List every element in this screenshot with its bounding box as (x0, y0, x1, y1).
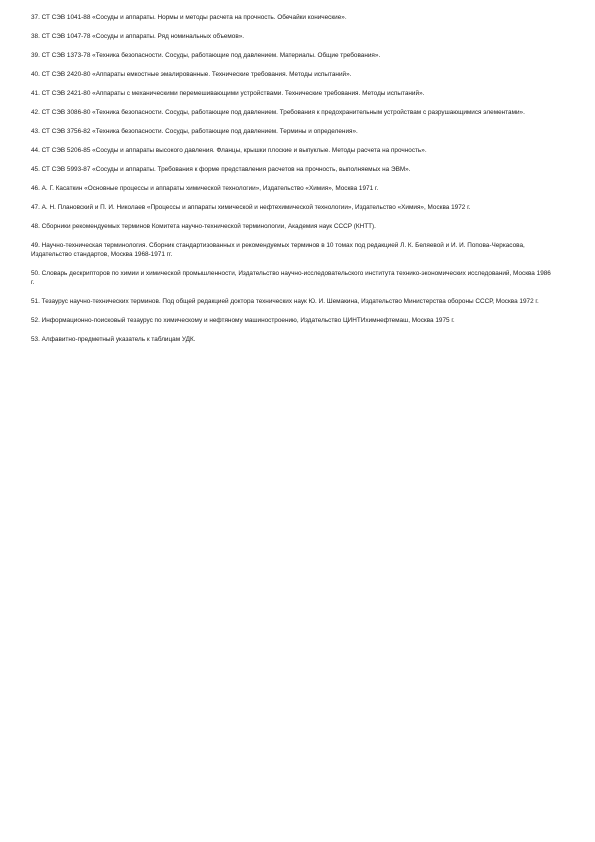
reference-item: 40. СТ СЭВ 2420-80 «Аппараты емкостные эмалированные. Технические требования. Методы испытаний». (31, 71, 352, 78)
reference-list (31, 13, 551, 354)
reference-item: 43. СТ СЭВ 3756-82 «Техника безопасности. Сосуды, работающие под давлением. Термины и определения». (31, 128, 358, 135)
reference-item: 46. А. Г. Касаткин «Основные процессы и аппараты химической технологии», Издательство «Химия», Москва 1971 г. (31, 185, 379, 192)
reference-item: 47. А. Н. Плановский и П. И. Николаев «Процессы и аппараты химической и нефтехимической технологии», Издательство «Химия», Москва 1972 г. (31, 204, 471, 211)
reference-item: 41. СТ СЭВ 2421-80 «Аппараты с механическими перемешивающими устройствами. Технические требования. Методы испытаний». (31, 90, 425, 97)
reference-item: 39. СТ СЭВ 1373-78 «Техника безопасности. Сосуды, работающие под давлением. Материалы. Общие требования». (31, 52, 381, 59)
reference-item: 45. СТ СЭВ 5993-87 «Сосуды и аппараты. Требования к форме представления расчетов на прочность, выполняемых на ЭВМ». (31, 166, 411, 173)
reference-item: 37. СТ СЭВ 1041-88 «Сосуды и аппараты. Нормы и методы расчета на прочность. Обечайки конические». (31, 14, 347, 21)
reference-item: 48. Сборники рекомендуемых терминов Комитета научно-технической терминологии, Академия наук СССР (КНТТ). (31, 223, 376, 230)
reference-item: 42. СТ СЭВ 3086-80 «Техника безопасности. Сосуды, работающие под давлением. Требования к предохранительным устройствам с разрушающимися элементами». (31, 109, 525, 116)
reference-item: 38. СТ СЭВ 1047-78 «Сосуды и аппараты. Ряд номинальных объемов». (31, 33, 245, 40)
reference-item: 53. Алфавитно-предметный указатель к таблицам УДК. (31, 336, 196, 343)
reference-item: 51. Тезаурус научно-технических терминов. Под общей редакцией доктора технических наук Ю. И. Шемакина, Издательство Министерства обороны СССР, Москва 1972 г. (31, 298, 539, 305)
reference-item: 50. Словарь дескрипторов по химии и химической промышленности, Издательство научно-исследовательского института технико-экономических исследований, Москва 1986 г. (31, 270, 551, 286)
reference-item: 52. Информационно-поисковый тезаурус по химическому и нефтяному машиностроению, Издательство ЦИНТИхимнефтемаш, Москва 1975 г. (31, 317, 455, 324)
reference-item: 44. СТ СЭВ 5206-85 «Сосуды и аппараты высокого давления. Фланцы, крышки плоские и выпуклые. Методы расчета на прочность». (31, 147, 427, 154)
reference-item: 49. Научно-техническая терминология. Сборник стандартизованных и рекомендуемых терминов в 10 томах под редакцией Л. К. Беляевой и И. И. Попова-Черкасова, Издательство стандартов, Москва 1968-1971 гг. (31, 242, 525, 258)
